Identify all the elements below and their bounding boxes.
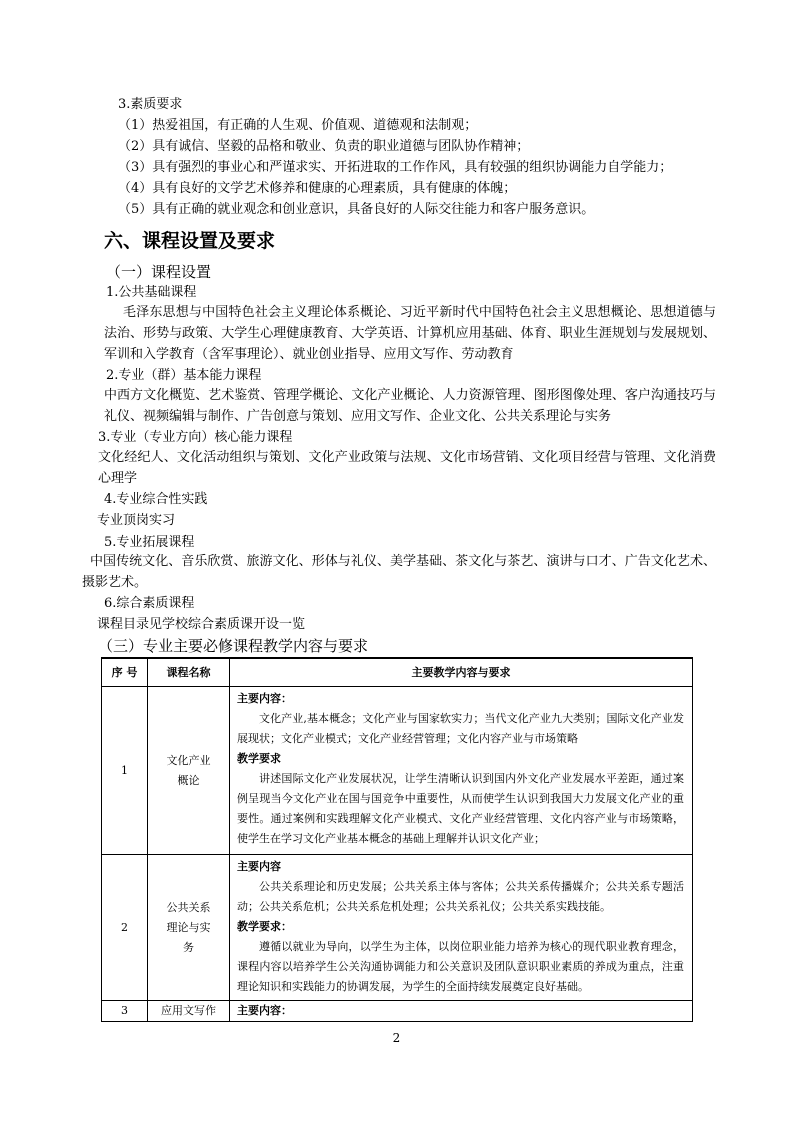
table-row — [102, 855, 693, 1001]
subsection-title-3: （三）专业主要必修课程教学内容与要求 — [98, 637, 369, 655]
group-text-3: 文化经纪人、文化活动组织与策划、文化产业政策与法规、文化市场营销、文化项目经营与管理、文化消费心理学 — [98, 450, 716, 486]
quality-heading: 3.素质要求 — [118, 97, 183, 112]
group-title-1: 1.公共基础课程 — [106, 285, 197, 300]
content-text: 公共关系理论和历史发展；公共关系主体与客体；公共关系传播媒介；公共关系专题活动；公共关系危机；公共关系危机处理；公共关系礼仪；公共关系实践技能。 — [237, 880, 684, 913]
subsection-title-1: （一）课程设置 — [106, 263, 212, 281]
requirement-text: 遵循以就业为导向，以学生为主体，以岗位职业能力培养为核心的现代职业教育理念，课程内容以培养学生公关沟通协调能力和公关意识及团队意识职业素质的养成为重点，注重理论知识和实践能力的协调发展，为学生的全面持续发展奠定良好基础。 — [237, 940, 684, 993]
course-table — [101, 657, 693, 1022]
group-title-2: 2.专业（群）基本能力课程 — [106, 368, 262, 383]
row-number: 1 — [102, 687, 148, 855]
group-text-5: 中国传统文化、音乐欣赏、旅游文化、形体与礼仪、美学基础、茶文化与茶艺、演讲与口才、广告文化艺术、摄影艺术。 — [82, 554, 716, 590]
table-row — [102, 687, 693, 855]
quality-item-1: （1）热爱祖国，有正确的人生观、价值观、道德观和法制观； — [118, 118, 478, 133]
quality-item-5: （5）具有正确的就业观念和创业意识，具备良好的人际交往能力和客户服务意识。 — [118, 202, 595, 217]
group-title-5: 5.专业拓展课程 — [104, 535, 195, 550]
section-title: 六、课程设置及要求 — [104, 230, 276, 252]
table-row — [102, 1001, 693, 1022]
header-number: 序 号 — [102, 658, 148, 687]
group-title-6: 6.综合素质课程 — [104, 596, 195, 611]
group-text-6: 课程目录见学校综合素质课开设一览 — [97, 617, 306, 632]
row-content — [230, 1001, 693, 1022]
row-course-name: 公共关系理论与实务 — [148, 855, 230, 1001]
content-label: 主要内容： — [237, 692, 292, 705]
table-header-row — [102, 658, 693, 687]
requirement-text: 讲述国际文化产业发展状况，让学生清晰认识到国内外文化产业发展水平差距，通过案例呈现当今文化产业在国与国竞争中重要性，从而使学生认识到我国大力发展文化产业的重要性。通过案例和实践理解文化产业模式、文化产业经营管理、文化内容产业与市场策略，使学生在学习文化产业基本概念的基础上理解并认识文化产业； — [237, 772, 684, 845]
row-number: 2 — [102, 855, 148, 1001]
content-label: 主要内容 — [237, 860, 281, 873]
content-text: 文化产业,基本概念；文化产业与国家软实力；当代文化产业九大类别；国际文化产业发展现状；文化产业模式；文化产业经营管理；文化内容产业与市场策略 — [237, 712, 684, 745]
requirement-label: 教学要求 — [237, 752, 281, 765]
content-label: 主要内容： — [237, 1004, 292, 1017]
group-text-4: 专业顶岗实习 — [97, 513, 176, 528]
header-course-name: 课程名称 — [148, 658, 230, 687]
group-text-2: 中西方文化概览、艺术鉴赏、管理学概论、文化产业概论、人力资源管理、图形图像处理、客户沟通技巧与礼仪、视频编辑与制作、广告创意与策划、应用文写作、企业文化、公共关系理论与实务 — [104, 388, 716, 424]
page-number: 2 — [392, 1031, 401, 1045]
row-course-name: 应用文写作 — [148, 1001, 230, 1022]
header-content: 主要教学内容与要求 — [230, 658, 693, 687]
group-title-3: 3.专业（专业方向）核心能力课程 — [98, 430, 293, 445]
row-course-name: 文化产业概论 — [148, 687, 230, 855]
group-text-1: 毛泽东思想与中国特色社会主义理论体系概论、习近平新时代中国特色社会主义思想概论、思想道德与法治、形势与政策、大学生心理健康教育、大学英语、计算机应用基础、体育、职业生涯规划与发展规划、军训和入学教育（含军事理论）、就业创业指导、应用文写作、劳动教育 — [104, 305, 716, 362]
group-title-4: 4.专业综合性实践 — [104, 492, 208, 507]
quality-item-3: （3）具有强烈的事业心和严谨求实、开拓进取的工作作风，具有较强的组织协调能力自学能力； — [118, 160, 673, 175]
row-number: 3 — [102, 1001, 148, 1022]
row-content — [230, 687, 693, 855]
quality-item-2: （2）具有诚信、坚毅的品格和敬业、负责的职业道德与团队协作精神； — [118, 139, 530, 154]
requirement-label: 教学要求： — [237, 920, 292, 933]
row-content — [230, 855, 693, 1001]
quality-item-4: （4）具有良好的文学艺术修养和健康的心理素质，具有健康的体魄； — [118, 181, 517, 196]
